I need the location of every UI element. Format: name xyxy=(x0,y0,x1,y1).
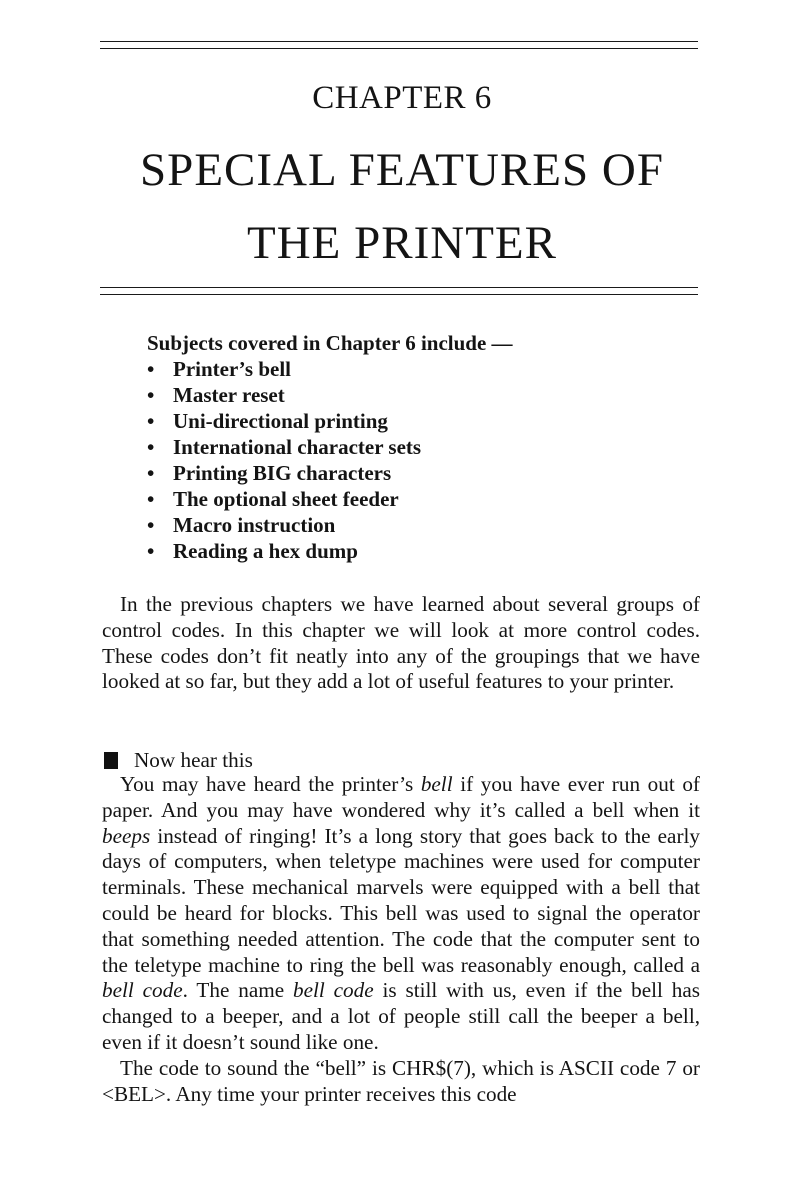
italic-term: bell code xyxy=(102,978,183,1003)
intro-paragraph: In the previous chapters we have learned about several groups of control codes. In this chapter we will look at more control codes. These codes don’t fit neatly into any of the groupings that we have looked at so far, but they add a lot of useful features to your printer. xyxy=(102,592,700,694)
bullet-icon: • xyxy=(147,539,155,563)
bullet-icon: • xyxy=(147,357,155,381)
list-item-text: Printing BIG characters xyxy=(173,461,392,485)
subjects-intro: Subjects covered in Chapter 6 include — xyxy=(147,331,513,355)
list-item-text: The optional sheet feeder xyxy=(173,487,399,511)
list-item xyxy=(147,382,513,408)
list-item-text: Reading a hex dump xyxy=(173,539,358,563)
list-item xyxy=(147,460,513,486)
list-item xyxy=(147,356,513,382)
list-item xyxy=(147,486,513,512)
section-body xyxy=(102,772,700,1107)
section-paragraph-2: The code to sound the “bell” is CHR$(7), which is ASCII code 7 or <BEL>. Any time your printer receives this code xyxy=(102,1055,700,1106)
bullet-icon: • xyxy=(147,487,155,511)
list-item-text: Uni-directional printing xyxy=(173,409,388,433)
top-rule-1 xyxy=(100,41,698,42)
bullet-icon: • xyxy=(147,435,155,459)
list-item-text: Printer’s bell xyxy=(173,357,291,381)
top-rule-2 xyxy=(100,48,698,49)
italic-term: bell code xyxy=(292,978,374,1003)
list-item-text: International character sets xyxy=(173,435,422,459)
italic-term: bell xyxy=(420,772,453,796)
list-item xyxy=(147,434,513,460)
bullet-icon: • xyxy=(147,383,155,407)
list-item-text: Master reset xyxy=(173,383,285,407)
list-item xyxy=(147,512,513,538)
intro-paragraph-block xyxy=(102,592,700,695)
subjects-list xyxy=(147,356,513,564)
text-run: is still with us, even if the bell has changed to a beeper, and a lot of people still call the beeper a bell, even if it doesn’t sound like one. xyxy=(102,978,700,1054)
square-bullet-icon xyxy=(104,752,118,769)
text-run: You may have heard the printer’s xyxy=(120,772,421,796)
chapter-label: CHAPTER 6 xyxy=(312,80,492,116)
text-run: . The name xyxy=(182,978,293,1003)
list-item xyxy=(147,408,513,434)
list-item xyxy=(147,538,513,564)
chapter-title-line-2: THE PRINTER xyxy=(247,217,557,269)
bottom-rule-1 xyxy=(100,287,698,288)
italic-term: beeps xyxy=(102,823,151,848)
bullet-icon: • xyxy=(147,409,155,433)
chapter-title-line-1: SPECIAL FEATURES OF xyxy=(140,144,664,196)
subjects-list-block xyxy=(147,330,513,564)
list-item-text: Macro instruction xyxy=(173,513,336,537)
section-heading-text: Now hear this xyxy=(134,748,253,772)
bullet-icon: • xyxy=(147,513,155,537)
text-run: if you have ever run out of paper. And you may have wondered why it’s called a bell when it xyxy=(102,772,700,822)
section-heading xyxy=(104,748,253,773)
bottom-rule-2 xyxy=(100,294,698,295)
section-paragraph-1 xyxy=(102,772,700,1056)
text-run: instead of ringing! It’s a long story that goes back to the early days of computers, when teletype machines were used for computer terminals. These mechanical marvels were equipped with a bell that could be heard for blocks. This bell was used to signal the operator that something needed attention. The code that the computer sent to the teletype machine to ring the bell was reasonably enough, called a xyxy=(102,823,700,977)
bullet-icon: • xyxy=(147,461,155,485)
